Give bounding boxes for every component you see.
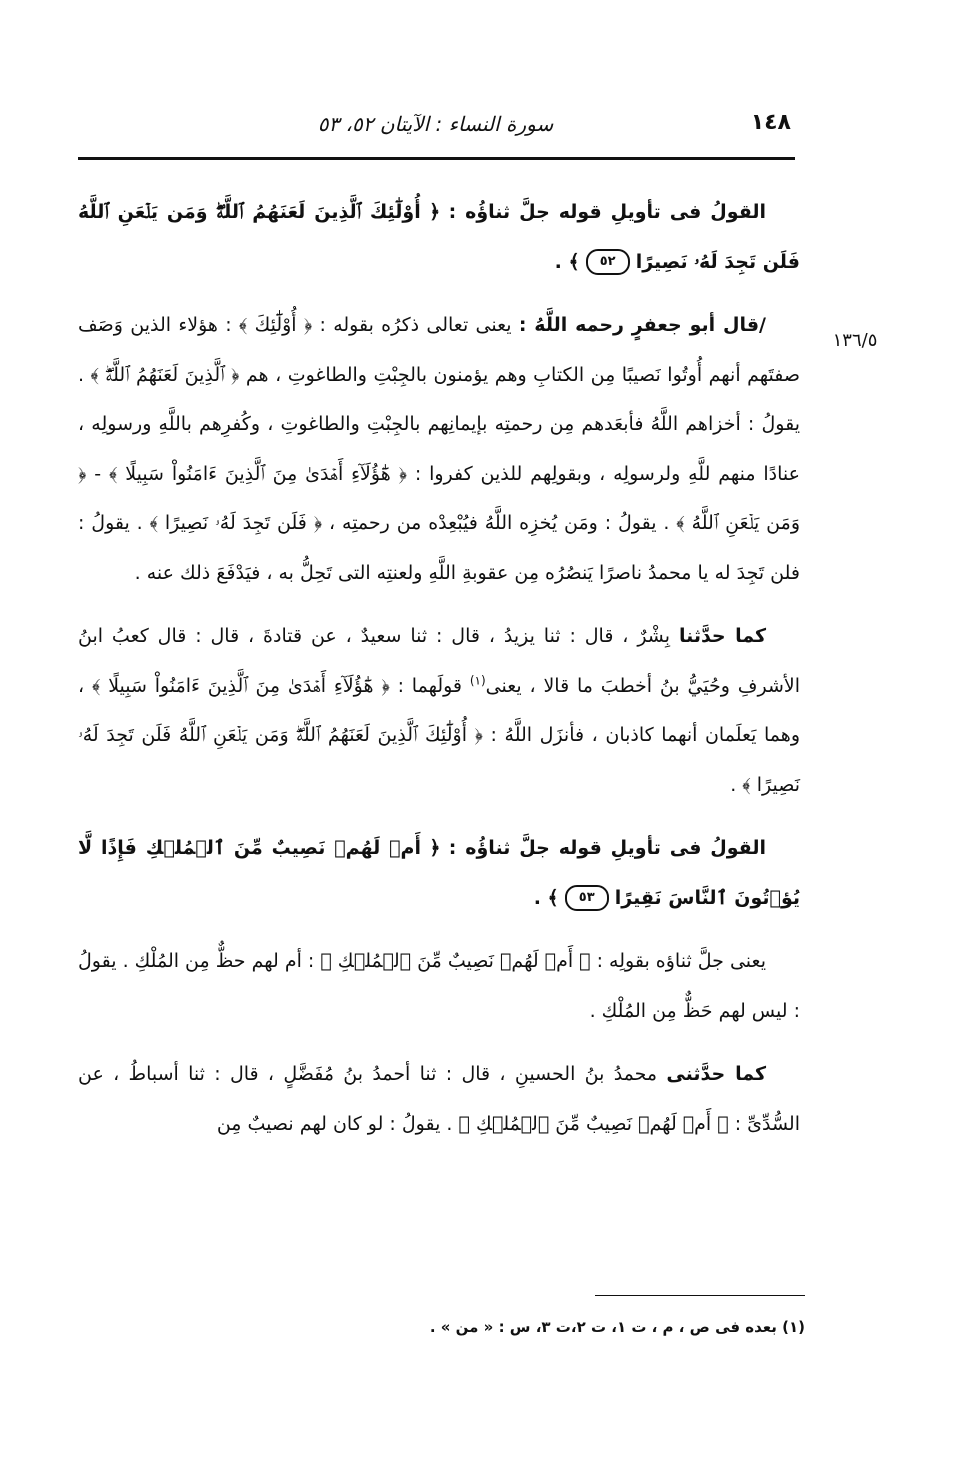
footnote-reference: (١) (469, 673, 486, 688)
page-header (78, 108, 793, 146)
commentary-text: يعنى جلَّ ثناؤه بقولِه : ﴿ أَمۡ لَهُمۡ نَصِيبٌ مِّنَ ٱلۡمُلۡكِ ﴾ : أم لهم حظٌّ مِن المُلْكِ . يقولُ : ليس لهم حَظٌّ مِن المُلْكِ . (78, 950, 800, 1022)
narration-lead: كما حدَّثنى (666, 1063, 767, 1085)
bracket-open: ﴿ (429, 837, 441, 859)
quran-verse: أَمۡ لَهُمۡ نَصِيبٌ مِّنَ ٱلۡمُلۡكِ فَإِذًا لَّا يُؤۡتُونَ ٱلنَّاسَ نَقِيرًا (78, 837, 800, 909)
narration-text-b: قولَهما : ﴿ هَٰٓؤُلَآءِ أَهۡدَىٰ مِنَ ٱلَّذِينَ ءَامَنُواْ سَبِيلًا ﴾ ، وهما يَعلَمان أنهما كاذبان ، فأنزَل اللَّهُ : ﴿ أُوْلَٰٓئِكَ ٱلَّذِينَ لَعَنَهُمُ ٱللَّهُۖ وَمَن يَلۡعَنِ ٱللَّهُ فَلَن تَجِدَ لَهُۥ نَصِيرًا ﴾ . (78, 674, 800, 796)
speaker-attribution: /قال أبو جعفرٍ رحمه اللَّهُ : (518, 314, 766, 336)
heading-intro: القولُ فى تأويلِ قوله جلَّ ثناؤُه : (448, 201, 767, 223)
narration-lead: كما حدَّثنا (678, 625, 767, 647)
running-title: سورة النساء : الآيتان ٥٢، ٥٣ (317, 112, 554, 136)
heading-verse-53 (78, 824, 800, 923)
heading-intro: القولُ فى تأويلِ قوله جلَّ ثناؤُه : (448, 837, 767, 859)
narration-paragraph (78, 1050, 800, 1149)
bracket-close: ﴾ . (554, 250, 580, 273)
commentary-paragraph (78, 301, 800, 598)
verse-number-medallion: ٥٣ (565, 885, 609, 911)
verse-number-medallion: ٥٢ (586, 249, 630, 275)
narration-paragraph (78, 612, 800, 810)
bracket-close: ﴾ . (533, 886, 559, 909)
narration-text: محمدُ بنُ الحسينِ ، قال : ثنا أحمدُ بنُ مُفَضَّلٍ ، قال : ثنا أسباطُ ، عن السُّدِّىِّ : ﴿ أَمۡ لَهُمۡ نَصِيبٌ مِّنَ ٱلۡمُلۡكِ ﴾ . يقولُ : لو كان لهم نصيبٌ مِن (78, 1063, 800, 1135)
narration-text-a: بِشْرٌ ، قال : ثنا يزيدُ ، قال : ثنا سعيدٌ ، عن قتادةَ ، قال : قال كعبُ ابنُ الأشرفِ وحُيَيُّ بنُ أخطبَ ما قالا ، يعنى (78, 625, 800, 697)
main-text (78, 188, 800, 1163)
quran-verse: أُوْلَٰٓئِكَ ٱلَّذِينَ لَعَنَهُمُ ٱللَّهُۖ وَمَن يَلۡعَنِ ٱللَّهُ فَلَن تَجِدَ لَهُۥ نَصِيرًا (78, 201, 800, 273)
bracket-open: ﴿ (429, 201, 441, 223)
heading-verse-52 (78, 188, 800, 287)
page-number: ١٤٨ (750, 110, 791, 135)
margin-reference: ١٣٦/٥ (832, 330, 878, 351)
commentary-paragraph (78, 937, 800, 1036)
header-rule (78, 157, 795, 160)
commentary-text: يعنى تعالى ذكرُه بقوله : ﴿ أُوْلَٰٓئِكَ ﴾ : هؤلاء الذين وَصَف صفتَهم أنهم أُوتُوا نَصيبًا مِن الكتابِ وهم يؤمنون بالجِبْتِ والطاغوتِ ، هم ﴿ ٱلَّذِينَ لَعَنَهُمُ ٱللَّهُۖ ﴾ . يقولُ : أخزاهم اللَّهُ فأبعَدهم مِن رحمتِه بإيمانِهم بالجِبْتِ والطاغوتِ ، وكُفرِهم باللَّهِ ورسولِه ، عنادًا منهم للَّهِ ولرسولِه ، وبقولِهم للذين كفروا : ﴿ هَٰٓؤُلَآءِ أَهۡدَىٰ مِنَ ٱلَّذِينَ ءَامَنُواْ سَبِيلًا ﴾ - ﴿ وَمَن يَلۡعَنِ ٱللَّهُ ﴾ . يقولُ : ومَن يُخزِه اللَّهُ فيُبْعِدْه من رحمتِه ، ﴿ فَلَن تَجِدَ لَهُۥ نَصِيرًا ﴾ . يقولُ : فلن تَجِدَ له يا محمدُ ناصرًا يَنصُرُه مِن عقوبةِ اللَّهِ ولعنتِه التى تَحِلُّ به ، فيَدْفَعَ ذلك عنه . (78, 314, 800, 584)
footnote: (١) بعده فى ص ، م ، ت ١، ت ٢،ت ٣، س : « من » . (429, 1318, 805, 1336)
footnote-rule (595, 1295, 805, 1296)
